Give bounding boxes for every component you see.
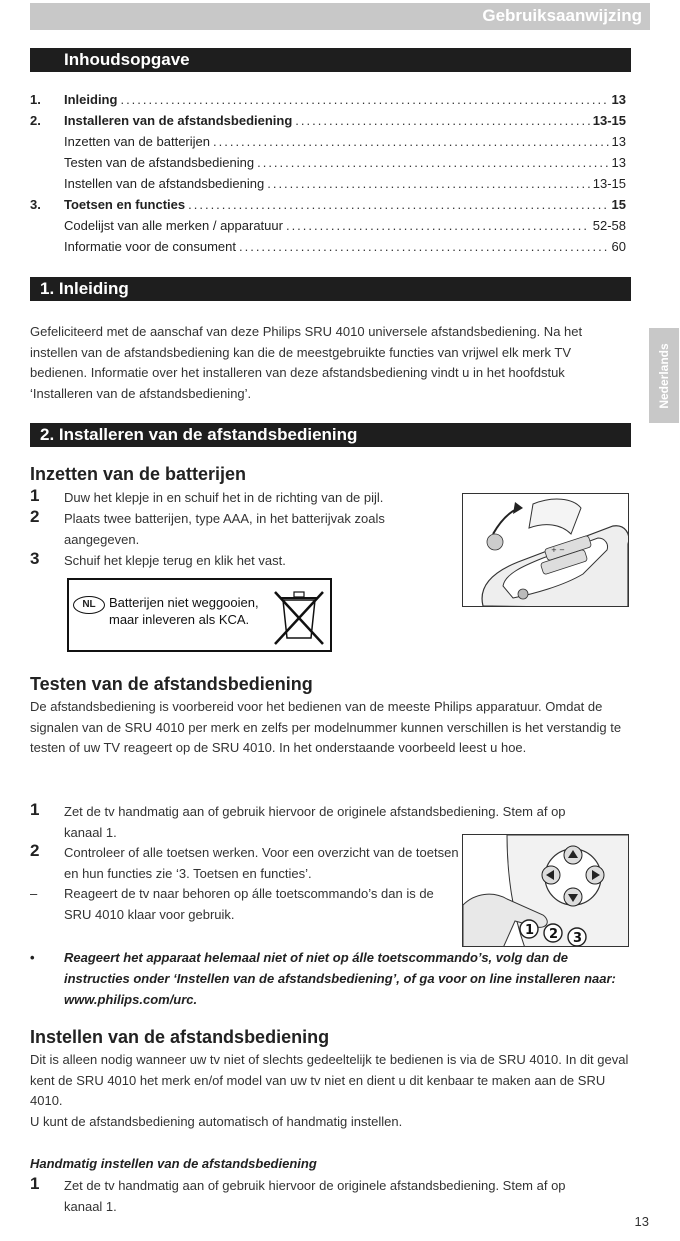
language-tab <box>649 328 679 423</box>
manual-step-1: 1 Zet de tv handmatig aan of gebruik hiervoor de originele afstandsbediening. Stem af op kanaal 1. <box>30 1174 566 1214</box>
remote-battery-icon <box>463 494 629 607</box>
keypad-digit-3: 3 <box>573 931 583 946</box>
page-number: 13 <box>634 1214 649 1229</box>
toc-page: 13 <box>611 92 626 107</box>
toc-label: Toetsen en functies <box>64 197 186 212</box>
toc-row <box>30 155 626 176</box>
kca-text-line-1: Batterijen niet weggooien, <box>109 595 259 610</box>
section-1-body: Gefeliciteerd met de aanschaf van deze Philips SRU 4010 universele afstandsbediening. Na het instellen van de afstandsbediening kan die de meestgebruikte functies van vrijwel elk merk TV bedienen. Informatie over het installeren van deze afstandsbediening vindt u in het hoofdstuk ‘Installeren van de afstandsbediening’. <box>30 324 583 401</box>
batteries-heading: Inzetten van de batterijen <box>30 464 247 484</box>
testing-step-2: 2 Controleer of alle toetsen werken. Voor een overzicht van de toetsen en hun functies zie ‘3. Toetsen en functies’. <box>30 841 459 881</box>
setup-body-2: U kunt de afstandsbediening automatisch of handmatig instellen. <box>30 1114 403 1129</box>
toc-title: Inhoudsopgave <box>64 50 190 69</box>
testing-note: • Reageert het apparaat helemaal niet of niet op álle toetscommando’s, volg dan de instructies onder ‘Instellen van de afstandsbediening’, of ga voor on line installeren naar: www.philips.com/urc. <box>30 950 616 1007</box>
crossed-bin-icon <box>269 586 329 648</box>
battery-step-1: 1 Duw het klepje in en schuif het in de richting van de pijl. <box>30 486 384 505</box>
keypad-digit-1: 1 <box>525 923 535 938</box>
battery-step-2: 2 Plaats twee batterijen, type AAA, in het batterijvak zoals aangegeven. <box>30 507 385 547</box>
toc-label: Inzetten van de batterijen <box>64 134 210 149</box>
header-bar <box>30 3 650 30</box>
toc-row: 1. Inleiding ..... 13 <box>30 92 626 113</box>
header-title: Gebruiksaanwijzing <box>482 6 642 25</box>
toc-label: Inleiding <box>64 92 118 107</box>
toc-page: 13-15 <box>592 113 626 128</box>
toc-label: Informatie voor de consument <box>64 239 236 254</box>
testing-step-1: 1 Zet de tv handmatig aan of gebruik hiervoor de originele afstandsbediening. Stem af op kanaal 1. <box>30 800 566 840</box>
battery-compartment-illustration <box>462 493 629 607</box>
toc-label: Testen van de afstandsbediening <box>64 155 255 170</box>
toc-label: Installeren van de afstandsbediening <box>64 113 293 128</box>
toc-row <box>30 176 626 197</box>
toc-row: 2. Installeren van de afstandsbediening ..... 13-15 <box>30 113 626 134</box>
svg-text:+ −: + − <box>551 546 565 554</box>
remote-keypad-icon <box>463 835 629 947</box>
manual-setup-heading: Handmatig instellen van de afstandsbediening <box>30 1156 317 1171</box>
toc-page: 13 <box>611 134 626 149</box>
kca-text-line-2: maar inleveren als KCA. <box>109 612 250 627</box>
nl-badge: NL <box>73 596 105 614</box>
toc-title-bar <box>30 48 631 72</box>
battery-step-3: 3 Schuif het klepje terug en klik het vast. <box>30 549 286 568</box>
toc-page: 60 <box>611 239 626 254</box>
toc-row <box>30 218 626 239</box>
toc-page: 13 <box>611 155 626 170</box>
toc-page: 15 <box>611 197 626 212</box>
setup-body-1: Dit is alleen nodig wanneer uw tv niet of slechts gedeeltelijk te bedienen is via de SRU 4010. In dit geval kent de SRU 4010 het merk en/of model van uw tv niet en dient u dit kenbaar te maken aan de SRU 4010. <box>30 1052 629 1109</box>
keypad-digit-2: 2 <box>549 927 559 942</box>
testing-heading: Testen van de afstandsbediening <box>30 674 313 694</box>
toc-label: Instellen van de afstandsbediening <box>64 176 265 191</box>
toc-row: 3. Toetsen en functies ..... 15 <box>30 197 626 218</box>
section-2-title-bar <box>30 423 631 447</box>
toc-page: 52-58 <box>592 218 626 233</box>
language-tab-label: Nederlands <box>657 342 671 409</box>
toc-label: Codelijst van alle merken / apparatuur <box>64 218 283 233</box>
toc-row <box>30 239 626 260</box>
setup-heading: Instellen van de afstandsbediening <box>30 1027 330 1047</box>
table-of-contents <box>30 92 626 260</box>
toc-page: 13-15 <box>592 176 626 191</box>
toc-row <box>30 134 626 155</box>
section-1-title: 1. Inleiding <box>40 279 129 298</box>
kca-text <box>109 594 259 628</box>
testing-step-dash: – Reageert de tv naar behoren op álle toetscommando’s dan is de SRU 4010 klaar voor gebruik. <box>30 886 434 922</box>
kca-recycling-notice <box>67 578 332 652</box>
keypad-illustration <box>462 834 629 947</box>
testing-body: De afstandsbediening is voorbereid voor het bedienen van de meeste Philips apparatuur. Omdat de signalen van de SRU 4010 per merk en zelfs per modelnummer kunnen verschillen is het verstandig te testen of uw TV reageert op de SRU 4010. In het onderstaande voorbeeld leest u hoe. <box>30 699 622 756</box>
section-2-title: 2. Installeren van de afstandsbediening <box>40 425 358 444</box>
section-1-title-bar <box>30 277 631 301</box>
